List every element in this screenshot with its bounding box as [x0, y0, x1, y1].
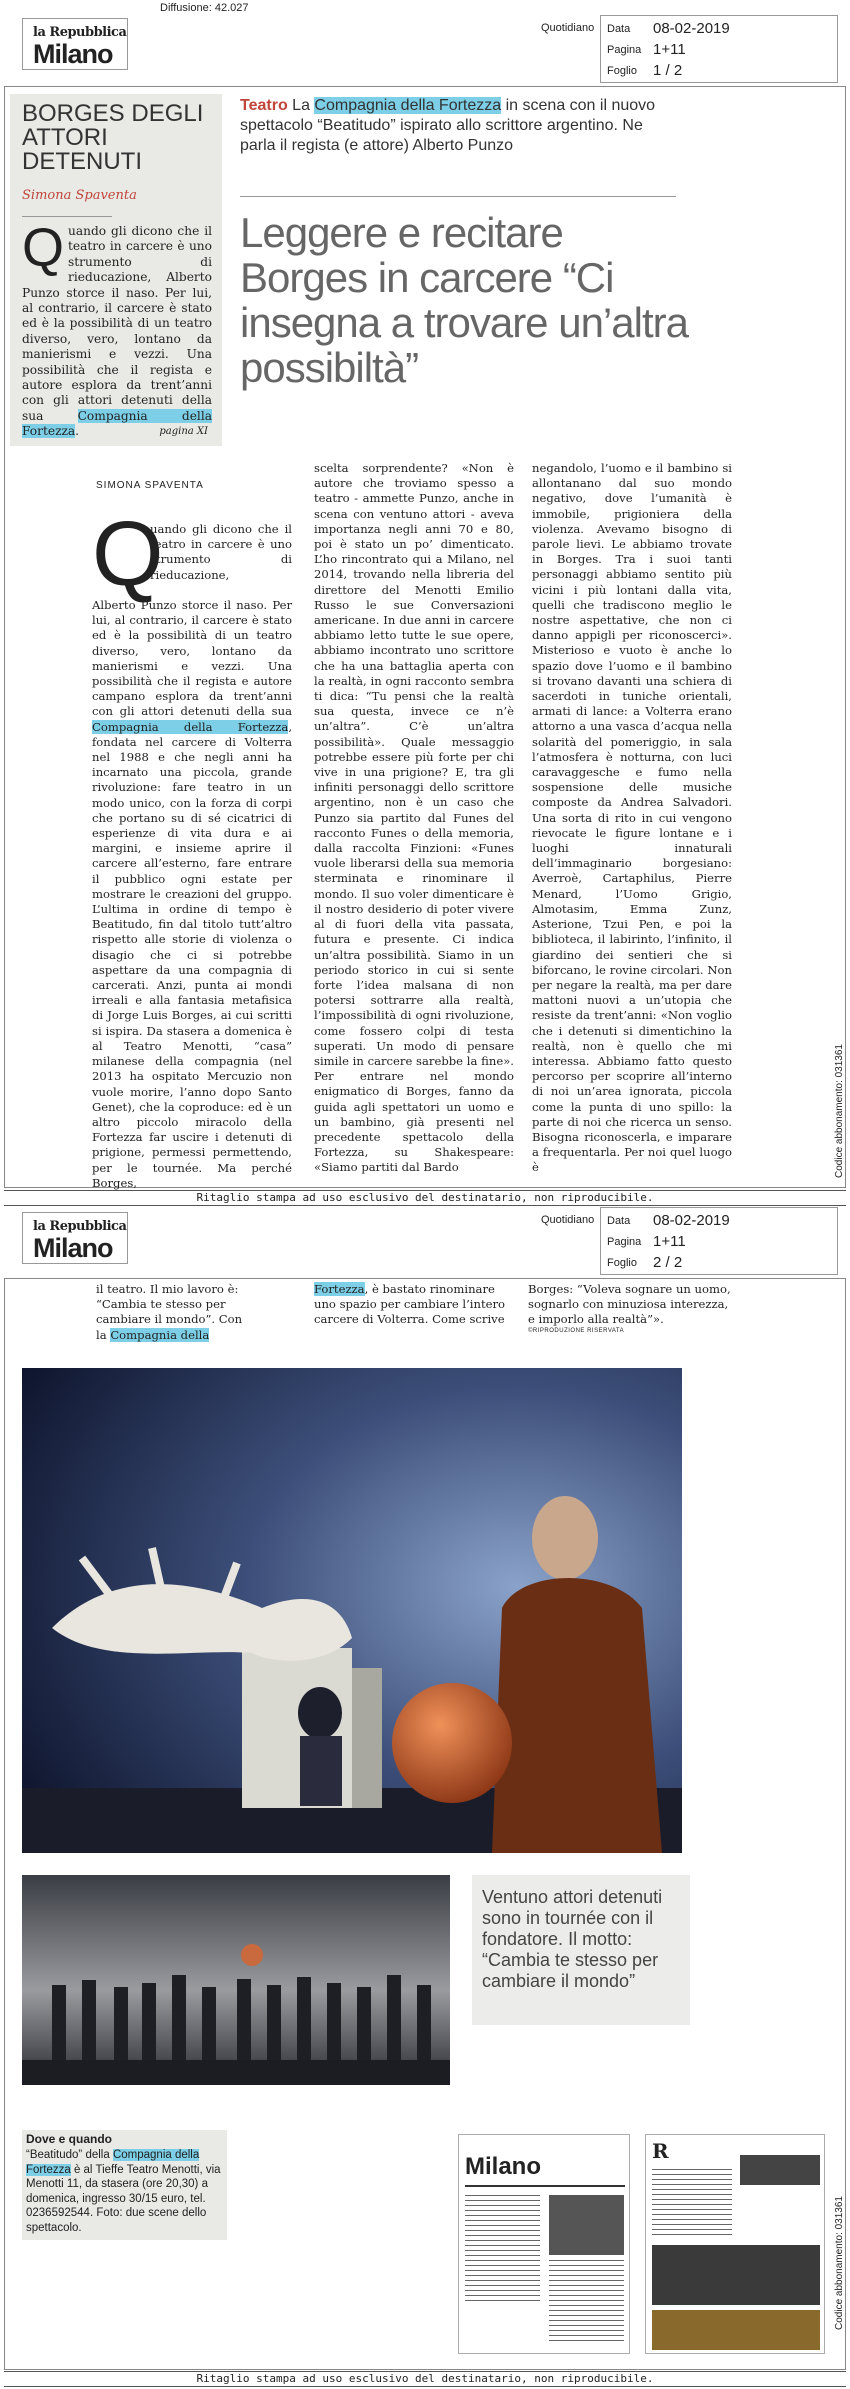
- teaser-page-ref: pagina XI: [159, 426, 208, 437]
- p2-col-1: [96, 1282, 256, 1343]
- teaser-text-end: .: [75, 424, 80, 439]
- foglio-label: Foglio: [607, 64, 637, 77]
- foglio-value: 1 / 2: [653, 62, 683, 79]
- stage-photo-2-art: [22, 1875, 450, 2085]
- kicker-highlight: Compagnia della Fortezza: [314, 97, 502, 114]
- copyright-strip: Ritaglio stampa ad uso esclusivo del destinatario, non riproducibile.: [4, 1190, 846, 1206]
- data-label: Data: [607, 22, 631, 35]
- col1-body-pre: Alberto Punzo storce il naso. Per lui, al contrario, il carcere è stato ed è la possibilità di un teatro diverso, vero, lontano da manierismi e vezzi. Una possibilità che il regista e autore campano esplora da trent’anni con gli attori detenuti della sua: [92, 598, 292, 719]
- p2-col2-highlight: Fortezza: [314, 1282, 365, 1296]
- col1-drop-cap: Q: [92, 503, 164, 605]
- foglio-value-p2: 2 / 2: [653, 1254, 683, 1271]
- data-value: 08-02-2019: [653, 20, 730, 37]
- thumb-photo-block: [549, 2195, 624, 2255]
- caption-box: [472, 1875, 690, 2025]
- pagina-value: 1+11: [653, 41, 686, 58]
- diffusione-label: Diffusione: 42.027: [160, 2, 249, 14]
- logo-main-text: Milano: [33, 39, 113, 69]
- thumb-inner-photo-1: [740, 2155, 820, 2185]
- col1-body-post: , fondata nel carcere di Volterra nel 1988 e che negli anni ha incarnato una piccola, grande rivoluzione: fare teatro in un modo unico, con la forza di corpi che portano su di sé cicatrici di esperienze di vita dura e ai margini, e insieme aprire il carcere all’esterno, fare entrare il pubblico ogni estate per mostrare le creazioni del gruppo. L’ultima in ordine di tempo è Beatitudo, fin dal titolo tutt’altro rispetto alle storie di violenza o disagio che ci si potrebbe aspettare da una compagnia di carcerati. Anzi, punta ai mondi irreali e alla fantasia metafisica di Jorge Luis Borges, ai cui scritti si ispira. Da stasera a domenica è al Teatro Menotti, “casa” milanese della compagnia (nel 2013 ha ospitato Mercuzio non vuole morire, l’anno dopo Santo Genet), che la coproduce: ed è un altro piccolo miracolo della Fortezza far uscire i detenuti di prigione, permessi permettendo, per le tournée. Ma perché Borges,: [92, 719, 292, 1190]
- byline: SIMONA SPAVENTA: [96, 480, 204, 491]
- teaser-text-highlight: Compagnia della Fortezza: [22, 408, 212, 439]
- dove-quando-title: Dove e quando: [26, 2132, 113, 2146]
- p2-col2-post: , è bastato rinominare uno spazio per cambiare l’intero carcere di Volterra. Come scrive: [314, 1282, 506, 1327]
- data-label-p2: Data: [607, 1214, 631, 1227]
- article-col-3: negandolo, l’uomo e il bambino si allontanano dal suo mondo negativo, dove l’umanità è immobile, prigioniera della violenza. Avevamo bisogno di parole lievi. Le abbiamo trovate in Borges. Tra i suoi tanti personaggi abbiamo sentito più vicini i più lontani dalla vita, quelli che tradiscono meglio le nostre aspettative, che non ci danno appigli per riconoscerci». Misterioso e vuoto è anche lo spazio dove l’uomo e il bambino si trovano davanti una schiera di sacerdoti in tuniche orientali, armati di lance: a Volterra erano attorno a una vasca d’acqua nella solarità del pomeriggio, in sala l’atmosfera è notturna, con luci caravaggesche e fumo nella sospensione delle musiche composte da Andrea Salvadori. Una sorta di rito in cui vengono rievocate le figure lontane e i luoghi innaturali dell’immaginario borgesiano: Averroè, Cartaphilus, Pierre Menard, l’Uomo Grigio, Almotasim, Emma Zunz, Asterione, Tzui Pen, e poi la biblioteca, il labirinto, l’infinito, il giardino dei sentieri che si biforcano, le rovine circolari. Non per negare la realtà, ma per dare mattoni nuovi a un’utopia che resiste da trent’anni: «Non voglio che i detenuti si dimentichino la realtà, non è quello che mi interessa. Abbiamo fatto questo percorso per scoprire all’interno di noi un’area ignorata, piccola come la punta di uno spillo: la parte di noi che ricerca un senso. Bisogna riconoscerla, e imparare a frequentarla. Per noi quel luogo è: [532, 461, 732, 1175]
- caption-text: Ventuno attori detenuti sono in tournée con il fondatore. Il motto: “Cambia te stesso per cambiare il mondo”: [482, 1887, 663, 1991]
- teaser-author: Simona Spaventa: [22, 188, 137, 203]
- logo-top-text: la Repubblica: [33, 25, 127, 40]
- kicker-pre: La: [287, 97, 315, 114]
- article-col-1: [92, 503, 292, 1191]
- dove-post: è al Tieffe Teatro Menotti, via Menotti 11, da stasera (ore 20,30) a domenica, ingresso 30/15 euro, tel. 0236592544. Foto: due scene dello spettacolo.: [26, 2163, 221, 2234]
- teaser-title: BORGES DEGLI ATTORI DETENUTI: [22, 100, 204, 175]
- thumb-inner-text-1: [652, 2169, 732, 2239]
- meta-box: [600, 15, 838, 83]
- newspaper-logo-p2: [22, 1212, 128, 1264]
- thumb-inner-ad: [652, 2310, 820, 2350]
- foglio-label-p2: Foglio: [607, 1256, 637, 1269]
- col1-body: [92, 598, 292, 1191]
- thumb-innerpage: [645, 2134, 825, 2354]
- dove-pre: “Beatitudo” della: [26, 2149, 113, 2161]
- logo-top-text-p2: la Repubblica: [33, 1219, 127, 1234]
- quotidiano-label-p2: Quotidiano: [541, 1214, 595, 1226]
- data-value-p2: 08-02-2019: [653, 1212, 730, 1229]
- teaser-text: [22, 218, 212, 440]
- article-col-2: scelta sorprendente? «Non è autore che troviamo spesso a teatro - ammette Punzo, anche in scena con ventuno attori - aveva importanza negli anni 70 e 80, poi è stato un po’ dimenticato. L’ho rincontrato qui a Milano, nel 2014, trovando nella libreria del direttore del Menotti Emilio Russo le sue Conversazioni americane. In due anni in carcere abbiamo letto tutte le sue opere, abbiamo incontrato uno scrittore che ha una battaglia aperta con la realtà, in ogni racconto sembra ti dica: “Tu pensi che la realtà sua questa, invece ce n’è un’altra”. C’è un’altra possibilità». Quale messaggio potrebbe essere più forte per chi vive in una prigione? E, tra gli infiniti personaggi dello scrittore argentino, non è un caso che Punzo sia partito dal Funes del racconto Funes o della memoria, dalla raccolta Finzioni: «Funes vuole liberarsi della sua memoria sterminata e rinominare il mondo. Il suo voler dimenticare è il nostro desiderio di poter vivere al di fuori della vita passata, futura e presente. Ci indica un’altra possibilità. Siamo in un periodo storico in cui si sente forte l’idea malsana di non potersi sottrarre alla realtà, l’impossibilità di ogni rivoluzione, come fossero colpi di testa superati. Un modo di pensare simile in carcere sarebbe la fine». Per entrare nel mondo enigmatico di Borges, fanno da guida agli spettatori un uomo e un bambino, già presenti nel precedente spettacolo della Fortezza, su Shakespeare: «Siamo partiti dal Bardo: [314, 461, 514, 1175]
- stage-photo-1: [22, 1368, 682, 1853]
- pagina-label: Pagina: [607, 43, 642, 56]
- kicker: [240, 96, 680, 156]
- headline: Leggere e recitare Borges in carcere “Ci insegna a trovare un’altra possibiltà”: [240, 209, 688, 391]
- thumb-frontpage-logo: Milano: [465, 2153, 541, 2180]
- kicker-section: Teatro: [240, 97, 288, 114]
- teaser-divider: [22, 216, 112, 217]
- teaser-text-body: uando gli dicono che il teatro in carcere è uno strumento di rieducazione, Alberto Punzo storce il naso. Per lui, al contrario, il carcere è stato ed è la possibilità di un teatro diverso, vero, lontano da manierismi e vezzi. Una possibilità che il regista e autore esplora da trent’anni con gli attori detenuti della sua: [22, 224, 212, 423]
- newspaper-logo: [22, 18, 128, 70]
- p2-col1-highlight: Compagnia della: [110, 1327, 210, 1342]
- thumb-text-block-1: [465, 2195, 540, 2305]
- copyright-strip-p2: Ritaglio stampa ad uso esclusivo del destinatario, non riproducibile.: [4, 2371, 846, 2387]
- dove-quando-box: [22, 2130, 227, 2240]
- quotidiano-label: Quotidiano: [541, 22, 595, 34]
- stage-photo-2: [22, 1875, 450, 2085]
- meta-box-p2: [600, 1207, 838, 1275]
- teaser-box: [10, 94, 222, 446]
- dove-quando-text: [26, 2148, 224, 2235]
- p2-col-2: [314, 1282, 514, 1328]
- thumb-frontpage: [458, 2134, 630, 2354]
- pagina-label-p2: Pagina: [607, 1235, 642, 1248]
- headline-rule: [240, 196, 676, 197]
- thumb-text-block-2: [549, 2260, 624, 2345]
- teaser-drop-cap: Q: [22, 218, 65, 278]
- col1-lead: [92, 503, 292, 605]
- pagina-value-p2: 1+11: [653, 1233, 686, 1250]
- stage-photo-1-art: [22, 1368, 682, 1853]
- riproduzione-riservata: ©RIPRODUZIONE RISERVATA: [528, 1328, 625, 1334]
- dove-highlight: Compagnia della Fortezza: [26, 2149, 200, 2176]
- codice-abbonamento-p2: Codice abbonamento: 031361: [834, 2196, 845, 2330]
- col1-highlight: Compagnia della Fortezza: [92, 719, 289, 734]
- kicker-post: in scena con il nuovo spettacolo “Beatitudo” ispirato allo scrittore argentino. Ne parla il regista (e attore) Alberto Punzo: [240, 97, 656, 154]
- p2-col1-pre: il teatro. Il mio lavoro è: “Cambia te stesso per cambiare il mondo”. Con la: [96, 1282, 243, 1342]
- thumb-innerpage-logo: R: [652, 2139, 669, 2163]
- codice-abbonamento: Codice abbonamento: 031361: [834, 1044, 845, 1178]
- col1-lead-text: uando gli dicono che il teatro in carcere è uno strumento di rieducazione,: [150, 522, 292, 582]
- thumb-rule: [465, 2185, 625, 2187]
- p2-col-3: Borges: “Voleva sognare un uomo, sognarlo con minuziosa interezza, e imporlo alla realtà”».: [528, 1282, 731, 1327]
- logo-main-text-p2: Milano: [33, 1233, 113, 1263]
- thumb-inner-photo-2: [652, 2245, 820, 2305]
